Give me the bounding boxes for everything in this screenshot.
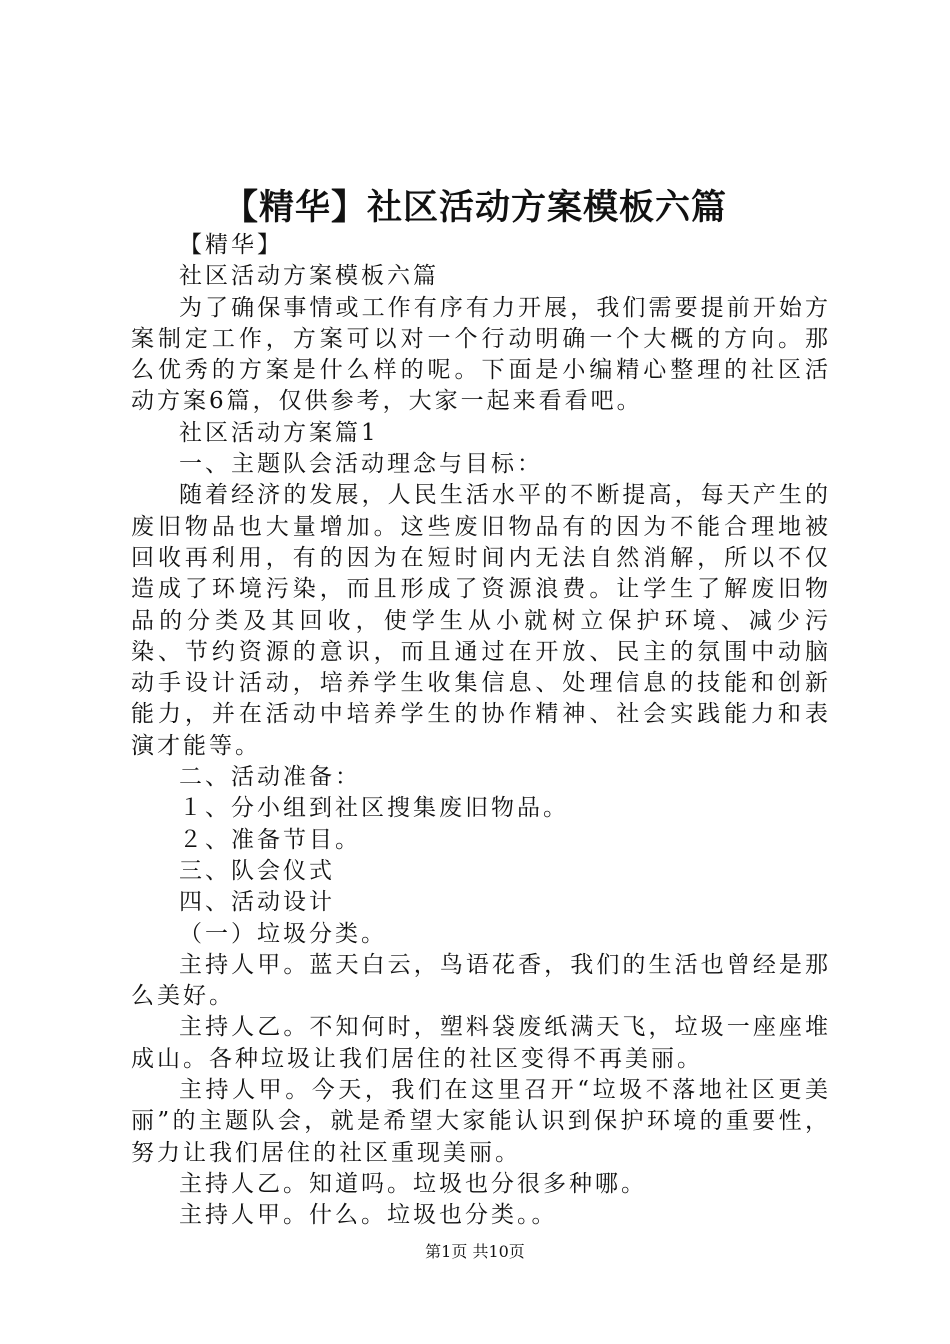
paragraph: 主持人甲。今天，我们在这里召开“垃圾不落地社区更美丽”的主题队会，就是希望大家能认识到保护环境的重要性，努力让我们居住的社区重现美丽。 [131, 1077, 831, 1166]
section-heading: （一）垃圾分类。 [179, 920, 387, 947]
paragraph: 为了确保事情或工作有序有力开展，我们需要提前开始方案制定工作，方案可以对一个行动明确一个大概的方向。那么优秀的方案是什么样的呢。下面是小编精心整理的社区活动方案6篇，仅供参考，大家一起来看看吧。 [131, 294, 831, 415]
section-heading: 三、队会仪式 [179, 857, 335, 884]
paragraph: 主持人甲。蓝天白云，鸟语花香，我们的生活也曾经是那么美好。 [131, 951, 831, 1010]
paragraph: 主持人乙。知道吗。垃圾也分很多种哪。 [179, 1170, 647, 1197]
section-heading: 社区活动方案篇1 [179, 419, 379, 446]
section-heading: 四、活动设计 [179, 889, 335, 916]
paragraph: 【精华】 [179, 232, 283, 258]
list-item: １、分小组到社区搜集废旧物品。 [179, 795, 569, 822]
document-body [131, 230, 831, 1232]
paragraph: 随着经济的发展，人民生活水平的不断提高，每天产生的废旧物品也大量增加。这些废旧物品有的因为不能合理地被回收再利用，有的因为在短时间内无法自然消解，所以不仅造成了环境污染，而且形成了资源浪费。让学生了解废旧物品的分类及其回收，使学生从小就树立保护环境、减少污染、节约资源的意识，而且通过在开放、民主的氛围中动脑动手设计活动，培养学生收集信息、处理信息的技能和创新能力，并在活动中培养学生的协作精神、社会实践能力和表演才能等。 [131, 482, 831, 759]
section-heading: 一、主题队会活动理念与目标： [179, 451, 543, 478]
paragraph: 社区活动方案模板六篇 [179, 263, 439, 290]
paragraph: 主持人乙。不知何时，塑料袋废纸满天飞，垃圾一座座堆成山。各种垃圾让我们居住的社区变得不再美丽。 [131, 1014, 831, 1072]
document-title: 【精华】社区活动方案模板六篇 [222, 187, 727, 228]
list-item: ２、准备节目。 [179, 826, 361, 853]
paragraph: 主持人甲。什么。垃圾也分类。。 [179, 1202, 558, 1229]
section-heading: 二、活动准备： [179, 764, 361, 791]
page-footer: 第1页 共10页 [425, 1242, 525, 1261]
